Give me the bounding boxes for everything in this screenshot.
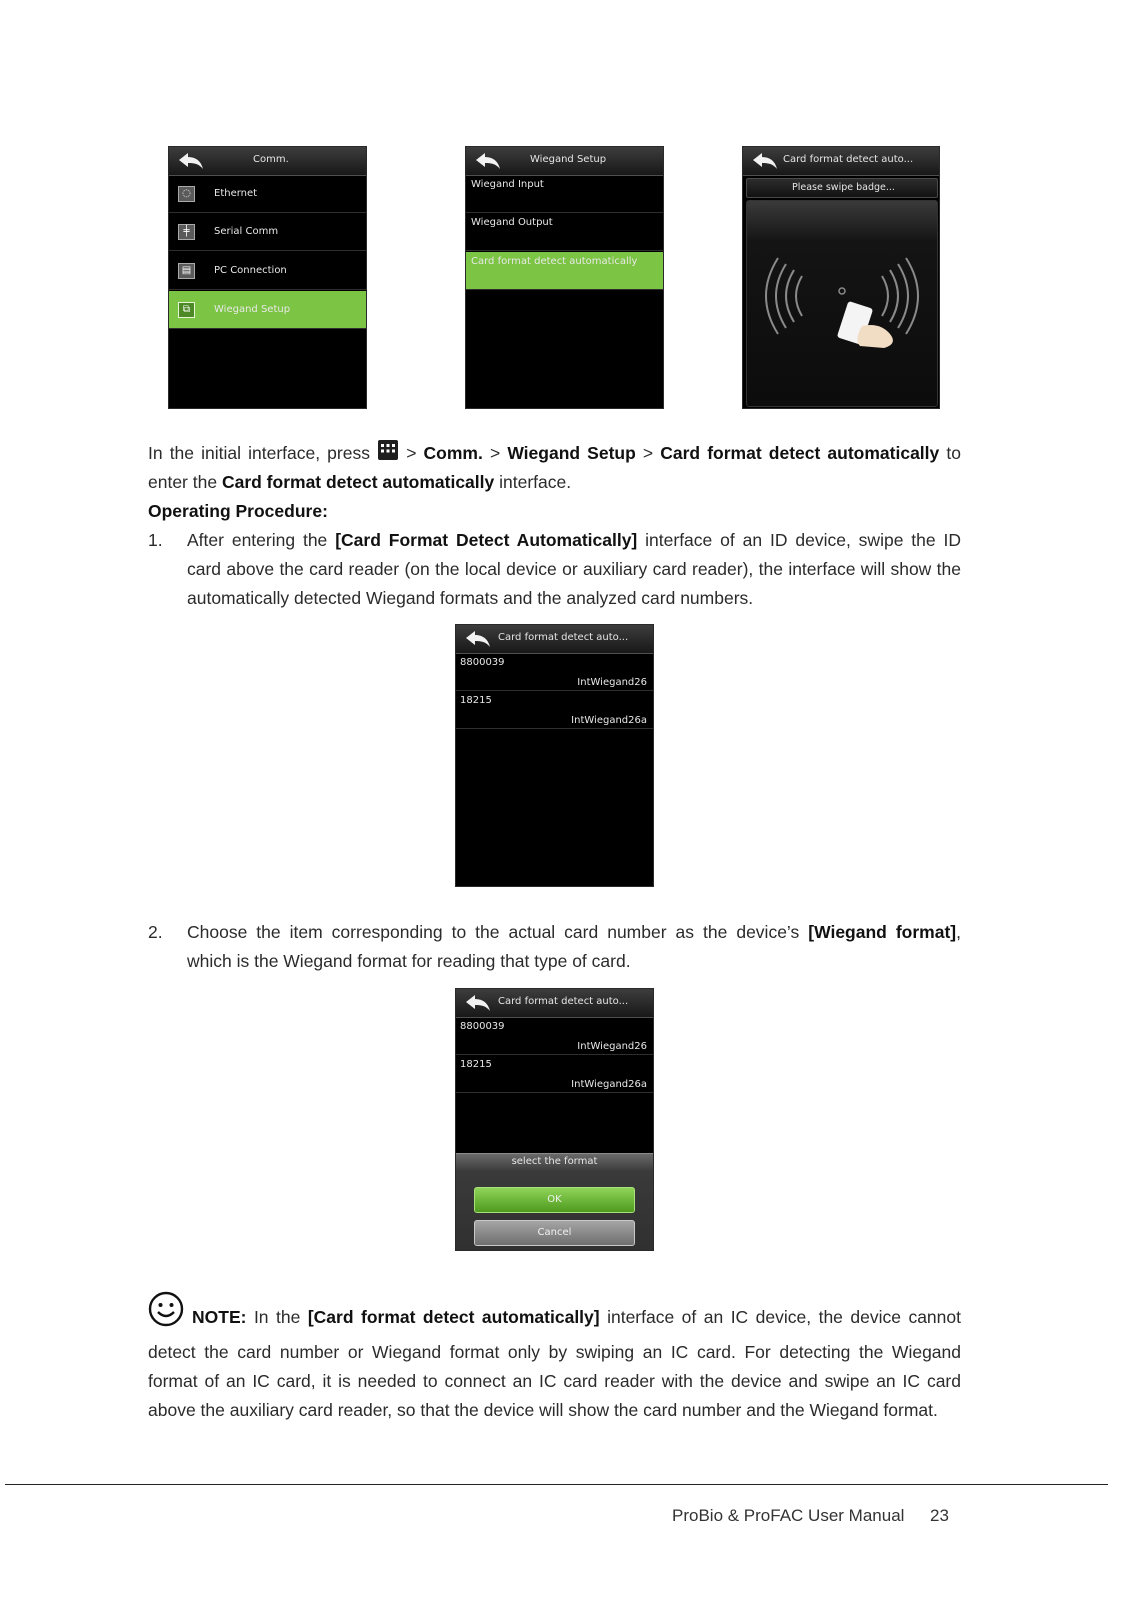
note-label: NOTE: [192, 1307, 247, 1327]
result-row[interactable]: 18215 IntWiegand26a [456, 1055, 653, 1093]
title-bar [456, 625, 653, 654]
screen-title: Card format detect auto... [498, 632, 629, 643]
intro-paragraph: In the initial interface, press > Comm. > Wiegand Setup > Card format detect automatically to enter the Card format detect automatically interface. [148, 439, 961, 497]
procedure-heading: Operating Procedure: [148, 501, 328, 521]
wiegand-setup-icon: ⧉ [178, 302, 195, 318]
footer-manual-title: ProBio & ProFAC User Manual [672, 1506, 905, 1525]
swipe-badge-screen [742, 146, 940, 409]
back-arrow-icon[interactable] [177, 151, 205, 171]
wiegand-setup-screen [465, 146, 664, 409]
pc-connection-icon: ▤ [178, 263, 195, 279]
menu-path-comm: Comm. [423, 443, 483, 463]
menu-item-wiegand-setup[interactable]: ⧉ Wiegand Setup [169, 291, 366, 329]
step-1-text: After entering the [Card Format Detect Automatically] interface of an ID device, swipe the ID card above the card reader (on the local device or auxiliary card reader), the interface will show the automatically detected Wiegand formats and the analyzed card numbers. [187, 530, 962, 608]
result-row[interactable]: 18215 IntWiegand26a [456, 691, 653, 729]
menu-item-serial-comm[interactable]: ╪ Serial Comm [169, 213, 366, 251]
title-bar [456, 989, 653, 1018]
select-format-dialog [456, 1153, 653, 1251]
back-arrow-icon[interactable] [464, 629, 492, 649]
swipe-prompt-text: Please swipe badge... [792, 182, 895, 193]
step-2-text: Choose the item corresponding to the actual card number as the device’s [Wiegand format], which is the Wiegand format for reading that type of card. [187, 922, 961, 971]
menu-item-pc-connection[interactable]: ▤ PC Connection [169, 252, 366, 290]
screen-title: Card format detect auto... [783, 154, 914, 165]
screen-title: Wiegand Setup [530, 154, 607, 165]
comm-screen [168, 146, 367, 409]
cancel-button[interactable]: Cancel [474, 1220, 635, 1246]
back-arrow-icon[interactable] [474, 151, 502, 171]
title-bar [169, 147, 366, 176]
screen-title: Comm. [253, 154, 289, 165]
swipe-prompt-bar [746, 178, 938, 198]
detect-results-screen [455, 624, 654, 887]
menu-item-card-format-detect[interactable]: Card format detect automatically [466, 252, 663, 290]
page-number: 23 [930, 1506, 949, 1525]
step-2-number: 2. [148, 922, 163, 942]
menu-item-wiegand-output[interactable]: Wiegand Output [466, 213, 663, 251]
menu-item-wiegand-input[interactable]: Wiegand Input [466, 175, 663, 213]
back-arrow-icon[interactable] [464, 993, 492, 1013]
screen-title: Card format detect auto... [498, 996, 629, 1007]
step-1-number: 1. [148, 530, 163, 550]
result-row[interactable]: 8800039 IntWiegand26 [456, 653, 653, 691]
title-bar [466, 147, 663, 176]
card-swipe-icon [762, 256, 922, 356]
note-paragraph: NOTE: In the [Card format detect automatically] interface of an IC device, the device cannot detect the card number or Wiegand format only by swiping an IC card. For detecting the Wiegand format of an IC card, it is needed to connect an IC card reader with the device and swipe an IC card above the auxiliary card reader, so that the device will show the card number and the Wiegand format. [148, 1307, 961, 1420]
swipe-panel [746, 200, 938, 407]
dialog-title: select the format [511, 1156, 598, 1167]
menu-path-wiegand-setup: Wiegand Setup [507, 443, 636, 463]
result-row[interactable]: 8800039 IntWiegand26 [456, 1017, 653, 1055]
menu-path-card-format: Card format detect automatically [660, 443, 940, 463]
select-format-screen [455, 988, 654, 1251]
menu-item-ethernet[interactable]: ◌ Ethernet [169, 175, 366, 213]
ethernet-icon: ◌ [178, 186, 195, 202]
serial-comm-icon: ╪ [178, 224, 195, 240]
ok-button[interactable]: OK [474, 1187, 635, 1213]
footer-divider [5, 1484, 1108, 1485]
menu-grid-icon [377, 439, 399, 461]
back-arrow-icon[interactable] [751, 151, 779, 171]
title-bar [743, 147, 939, 176]
